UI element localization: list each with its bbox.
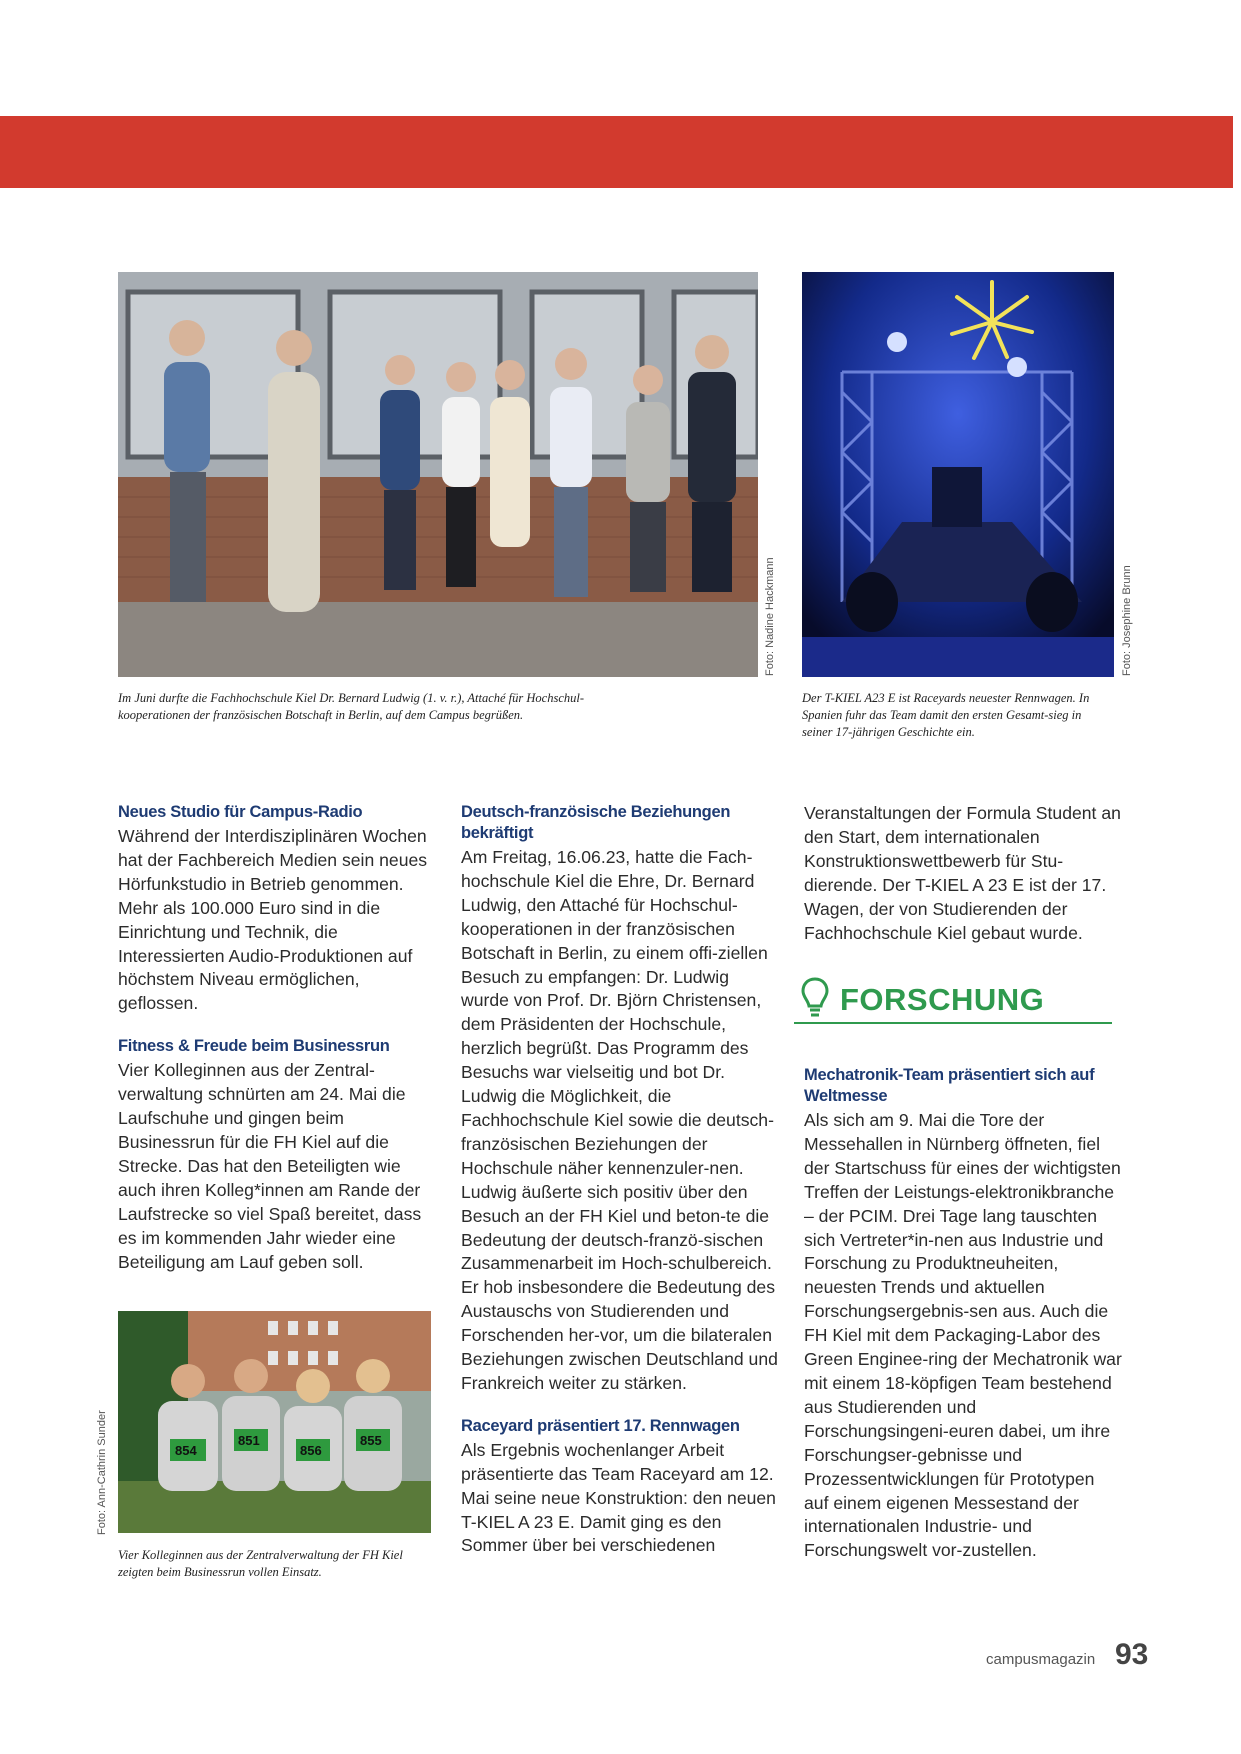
bib-2: 851 (238, 1433, 260, 1448)
businessrun-photo (118, 1311, 431, 1533)
article-title-mechatronik: Mechatronik-Team präsentiert sich auf Weltmesse (804, 1066, 1095, 1105)
race-car-photo-credit: Foto: Josephine Brunn (1121, 565, 1133, 676)
article-title-relations: Deutsch-französische Beziehungen bekräftigt (461, 803, 731, 842)
column-2 (461, 802, 779, 1558)
article-title-businessrun: Fitness & Freude beim Businessrun (118, 1037, 390, 1056)
group-photo-credit: Foto: Nadine Hackmann (764, 557, 776, 676)
article-body-raceyard-continued: Veranstaltungen der Formula Student an den Start, dem internationalen Konstruktionswettbewerb für Stu-dierende. Der T-KIEL A 23 E ist der 17. Wagen, der von Studierenden der Fachhochschule Kiel gebaut wurde. (804, 803, 1121, 943)
magazine-name: campusmagazin (986, 1651, 1096, 1668)
article-title-radio: Neues Studio für Campus-Radio (118, 803, 363, 821)
lightbulb-icon (800, 976, 830, 1023)
column-3-lower (804, 1065, 1122, 1563)
businessrun-photo-credit: Foto: Ann-Cathrin Sunder (96, 1410, 108, 1535)
article-title-raceyard: Raceyard präsentiert 17. Rennwagen (461, 1416, 740, 1435)
bib-3: 856 (300, 1443, 322, 1458)
bib-4: 855 (360, 1433, 382, 1448)
section-divider (794, 1022, 1112, 1024)
article-body-businessrun: Vier Kolleginnen aus der Zentral-verwaltung schnürten am 24. Mai die Laufschuhe und gingen beim Businessrun für die FH Kiel auf die Strecke. Das hat den Beteiligten wie auch ihren Kolleg*innen am Rande der Laufstrecke so viel Spaß bereitet, dass es im kommenden Jahr wieder eine Beteiligung am Lauf geben soll. (118, 1060, 422, 1272)
header-band (0, 116, 1233, 188)
group-photo-caption: Im Juni durfte die Fachhochschule Kiel Dr. Bernard Ludwig (1. v. r.), Attaché für Hochschul-kooperationen der französischen Botschaft in Berlin, auf dem Campus begrüßen. (118, 691, 585, 722)
page-number: 93 (1115, 1638, 1149, 1671)
article-body-raceyard: Als Ergebnis wochenlanger Arbeit präsentierte das Team Raceyard am 12. Mai seine neue Konstruktion: den neuen T-KIEL A 23 E. Damit ging es den Sommer über bei verschiedenen (461, 1439, 776, 1556)
article-body-relations: Am Freitag, 16.06.23, hatte die Fach-hochschule Kiel die Ehre, Dr. Bernard Ludwig, den Attaché für Hochschul-kooperationen in der französischen Botschaft in Berlin, zu einem offi-ziellen Besuch zu empfangen: Dr. Ludwig wurde von Prof. Dr. Björn Christensen, dem Präsidenten der Hochschule, herzlich begrüßt. Das Programm des Besuchs war vielseitig und bot Dr. Ludwig die Möglichkeit, die Fachhochschule Kiel sowie die deutsch-französischen Beziehungen der Hochschule näher kennenzuler-nen. Ludwig äußerte sich positiv über den Besuch an der FH Kiel und beton-te die Bedeutung der deutsch-franzö-sischen Zusammenarbeit im Hoch-schulbereich. Er hob insbesondere die Bedeutung des Austauschs von Studierenden und Forschenden her-vor, um die bilateralen Beziehungen zwischen Deutschland und Frankreich weiter zu stärken. (461, 847, 778, 1393)
article-body-radio: Während der Interdisziplinären Wochen hat der Fachbereich Medien sein neues Hörfunkstudio in Betrieb genommen. Mehr als 100.000 Euro sind in die Einrichtung und Technik, die Interessierten Audio-Produktionen auf höchstem Niveau ermöglichen, geflossen. (118, 826, 428, 1014)
section-title: FORSCHUNG (840, 982, 1045, 1017)
bib-1: 854 (175, 1443, 197, 1458)
article-body-mechatronik: Als sich am 9. Mai die Tore der Messehallen in Nürnberg öffneten, fiel der Startschuss für eines der wichtigsten Treffen der Leistungs-elektronikbranche – der PCIM. Drei Tage lang tauschten sich Vertreter*in-nen aus Industrie und Forschung zu Produktneuheiten, neuesten Trends und aktuellen Forschungsergebnis-sen aus. Auch die FH Kiel mit dem Packaging-Labor des Green Enginee-ring der Mechatronik war mit einem 18-köpfigen Team bestehend aus Studierenden und Forschungsingeni-euren dabei, um ihre Forschungser-gebnisse und Prozessentwicklungen für Prototypen auf einem eigenen Messestand der internationalen Industrie- und Forschungswelt vor-zustellen. (804, 1110, 1122, 1561)
race-car-photo (802, 272, 1114, 677)
column-3 (804, 802, 1122, 945)
businessrun-photo-caption: Vier Kolleginnen aus der Zentralverwaltung der FH Kiel zeigten beim Businessrun vollen Einsatz. (118, 1548, 403, 1579)
race-car-photo-caption: Der T-KIEL A23 E ist Raceyards neuester Rennwagen. In Spanien fuhr das Team damit den ersten Gesamt-sieg in seiner 17-jährigen Geschichte ein. (802, 691, 1090, 739)
column-1 (118, 802, 436, 1274)
section-header-forschung (794, 976, 1112, 1024)
group-photo (118, 272, 758, 677)
